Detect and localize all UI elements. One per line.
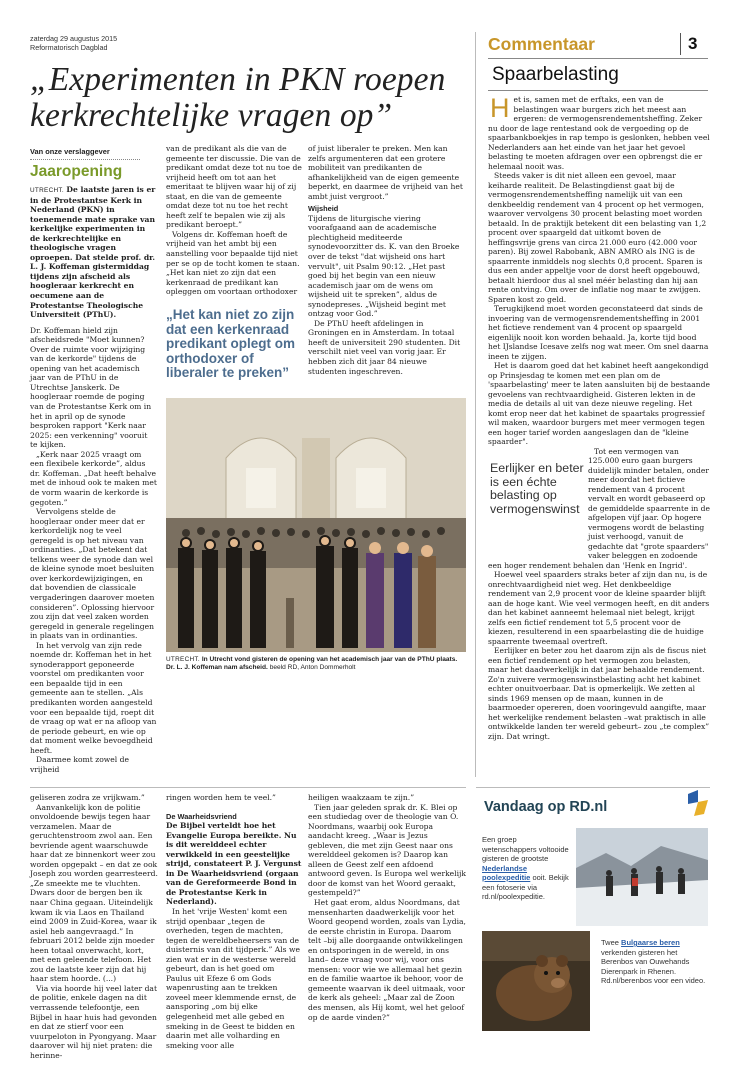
rd-logo-icon (686, 790, 708, 816)
article-paragraph: Vervolgens stelde de hoogleraar onder meer dat er kerkordelijk nog te veel geregeld is op het niveau van ordinanties. „Dat betekent dat telkens weer de synode dan wel de kleine synode moet besluiten over kerkordewijzigingen, en dat bovendien de classicale vergaderingen daarover moeten consideren”. Oplossing hiervoor zou zijn dat veel zaken worden geregeld in generale regelingen in plaats van in ordinanties. (30, 507, 155, 641)
article-paragraph: van de predikant als die van de gemeente ter discussie. Die van de predikant omdat deze tot nu toe de vrijheid heeft om tot aan het emeritaat te blijven waar hij of zij staat, en die van de gemeente omdat deze tot nu toe het recht heeft zelf te bepalen wie zij als predikant beroept.” (166, 144, 302, 230)
pull-quote: „Het kan niet zo zijn dat een kerkenraad predikant oplegt om orthodoxer of liberaler te preken” (166, 307, 296, 381)
dateline-place: UTRECHT. (30, 187, 64, 194)
lower-column-2 (166, 793, 302, 1050)
article-column-3 (308, 144, 466, 376)
church-ceremony-illustration (166, 398, 466, 652)
commentary-paragraph: Het is daarom goed dat het kabinet heeft aangekondigd op Prinsjesdag te komen met een plan om de 'spaarbelasting' meer te laten aansluiten bij de bestaande gevoelens van rechtvaardigheid. Gisteren lekten in de media de details al uit van deze nieuwe regeling. Het komt erop neer dat het kabinet de spaartaks progressief wil maken, waardoor burgers met meer vermogen tegen een hoger tarief worden aangeslagen dan de "kleine spaarder". (488, 361, 710, 446)
byline: Van onze verslaggever (30, 147, 110, 156)
article-paragraph: Daarmee komt zowel de vrijheid (30, 755, 129, 774)
lower-paragraph: In het 'vrije Westen' komt een strijd openbaar „tegen de overheden, tegen de machten, tegen de wereldbeheersers van de duisternis van dit tijdperk.” Als we zien wat er in de westerse wereld gebeurt, dan is het goed om Paulus uit Efeze 6 om Gods wapenrusting aan te trekken zoveel meer klemmende ernst, de aansporing „om bij elke gelegenheid met alle gebed en smeking in de Geest te bidden en daarin met alle volharding en smeking voor alle (166, 906, 300, 1050)
lead-text: De laatste jaren is er in de Protestantse Kerk in Nederland (PKN) in toenemende mate sprake van kerkelijke experimenten in de kerkrechtelijke en theologische vragen oproepen. Dat stelde prof. dr. L. J. Koffeman gistermiddag tijdens zijn afscheid als hoogleraar kerkrecht en oecumene aan de Protestantse Theologische Universiteit (PThU). (30, 185, 156, 320)
commentary-paragraph: Tot een vermogen van 125.000 euro gaan burgers duidelijk minder betalen, onder meer doordat het fictieve rendement van 4 procent vervalt en wordt gebaseerd op de gemiddelde spaarrente in de afgelopen vijf jaar. Op hogere vermogens wordt de belasting juist verhoogd, vanuit de gedachte dat "grote spaarders" vaker beleggen en zodoende een hoger rendement behalen dan 'Henk en Ingrid'. (488, 446, 710, 570)
headline-line-2: kerkrechtelijke vragen op” (30, 97, 393, 134)
article-lead (30, 185, 157, 320)
masthead (30, 34, 117, 52)
page-number: 3 (688, 34, 698, 53)
article-paragraph: of juist liberaler te preken. Men kan zelfs argumenteren dat een grotere mobiliteit van predikanten de afhankelijkheid van de eigen gemeente beperkt, en daarmee de vrijheid van het ambt juist vergroot.” (308, 144, 463, 201)
rd-promo-text-2-post: verkenden gisteren het Berenbos van Ouwehands Dierenpark in Rhenen. Rd.nl/berenbos voor een video. (601, 947, 706, 985)
column-divider (475, 32, 476, 777)
commentary-section-title: Commentaar (488, 34, 595, 54)
commentary-pull-quote: Eerlijker en beter is een échte belasting op vermogenswinst (490, 461, 584, 516)
commentary-paragraph: Terugkijkend moet worden geconstateerd dat sinds de invoering van de vermogensrendementsheffing in 2001 het fictieve rendement van 4 procent op spaargeld eigenlijk nooit kon worden behaald. Ja, korte tijd bood het IJslandse Icesave zelfs nog wat meer. Om snel daarna ineen te zijgen. (488, 304, 709, 361)
article-column-2 (166, 144, 302, 297)
article-paragraph: De PThU heeft afdelingen in Groningen en in Amsterdam. In totaal heeft de universiteit 290 studenten. Dit verschilt niet veel van vorig jaar. Er hebben zich dit jaar 84 nieuwe studenten ingeschreven. (308, 318, 461, 376)
poolexpeditie-link[interactable]: Nederlandse poolexpeditie (482, 863, 531, 882)
polar-expedition-illustration (576, 828, 708, 926)
commentary-headline: Spaarbelasting (492, 64, 619, 85)
lower-paragraph: ringen worden hem te veel.” (166, 793, 276, 802)
article-headline (30, 62, 462, 134)
rd-promo-box (476, 787, 710, 1063)
rd-promo-title: Vandaag op RD.nl (484, 799, 608, 815)
article-paragraph: Tijdens de liturgische viering voorafgaand aan de academische plechtigheid mediteerde synodevoorzitter ds. K. van den Broeke over de tekst "dat wijsheid ons hart vervult", uit Psalm 90:12. „Het past goed bij het begin van een nieuw academisch jaar om de wens om wijsheid uit te spreken”, aldus de synodepreses. „Wijsheid begint met ontzag voor God.” (308, 213, 460, 319)
commentary-rule (488, 58, 708, 59)
bear-illustration (482, 931, 590, 1031)
caption-text: In Utrecht vond gisteren de opening van het academisch jaar van de PThU plaats. Dr. L. J. Koffeman nam afscheid. (166, 656, 458, 672)
article-paragraph: Dr. Koffeman hield zijn afscheidsrede "Moet kunnen? Over de ruimte voor wijziging van de kerkorde" tijdens de opening van het academisch jaar van de PThU in de Utrechtse Janskerk. De hoogleraar roemde de poging van de Protestantse Kerk om in het in april op de synode besproken rapport "Kerk naar 2025: een verkenning" vooruit te kijken. (30, 325, 152, 450)
lower-paragraph: Het gaat erom, aldus Noordmans, dat mensenharten daadwerkelijk voor het Woord geopend worden, zoals van Lydia, de eerste christin in Europa. Daarom telt –bij alle doorgaande ontwikkelingen en ontsporingen in de wereld, in ons land– deze vraag voor wij, voor ons mensen: voor wie we allemaal het gezin en de familie waartoe ik behoor, voor de gemeente waarvan ik deel uitmaak, voor de kerk als geheel: „Maar zal de Zoon des mensen, als Hij komt, wel het geloof op de aarde vinden?” (308, 898, 466, 1022)
commentary-paragraph: Hoewel veel spaarders straks beter af zijn dan nu, is de onrechtvaardigheid niet weg. Het denkbeeldige rendement van 2,9 procent voor de kleine spaarder blijft aan de hoge kant. Wie veel vermogen heeft, en dit anders dan het kabinet aanneemt helemaal niet belegt, krijgt zelfs een fictief rendement tot 5,5 procent voor de kiezen, resulterend in een spaarbelasting die de huidige spaarrente tweemaal overtreft. (488, 570, 710, 646)
subheading-wijsheid: Wijsheid (308, 204, 339, 214)
lower-column-3 (308, 793, 466, 1022)
lower-paragraph: Aanvankelijk kon de politie onvoldoende bewijs tegen haar verzamelen. Maar de geruchtenstroom zwol aan. Een bevriende agent waarschuwde haar dat ze binnenkort weer zou worden opgepakt – en dat ze ook Joseph zou worden gearresteerd. „Ze smeekte me te vluchten. Dwars door de bergen ben ik naar China gegaan. Uiteindelijk kwam ik via Laos en Thailand eind 2009 in Zuid-Korea, waar ik asiel heb aangevraagd.” In februari 2012 belde zijn moeder heen totaal onverwacht, kort, met een geleende telefoon. Het zou de laatste keer zijn dat hij haar stem hoorde. (...) (30, 802, 158, 984)
commentary-paragraph: Steeds vaker is dit niet alleen een gevoel, maar keiharde realiteit. De Belastingdienst gaat bij de vermogensrendementsheffing namelijk uit van een denkbeeldig rendement van 4 procent op het vermogen, waarover vervolgens 30 procent belasting moet worden betaald. In de praktijk betekent dit een belasting van 1,2 procent over spaargeld dat uitkomt boven de heffingsvrije grens van circa 21.000 euro (42.000 voor paren). Bij zowel Rabobank, ABN AMRO als ING is de spaarrente inmiddels nog slechts 0,8 procent. Sparen is dus een ander appeltje voor de dorst heeft opgebouwd, betaalt hierdoor dus al snel méér belasting dan hij aan rente ontving. Om over de inflatie nog maar te zwijgen. Sparen kost zo geld. (488, 171, 707, 304)
rd-promo-text-1-post: ooit. Bekijk een fotoserie via rd.nl/poolexpeditie. (482, 873, 569, 901)
commentary-headline-rule (488, 90, 708, 91)
page-number-divider (680, 33, 681, 55)
commentary-body (488, 95, 710, 741)
lower-paragraph: heiligen waakzaam te zijn.” (308, 793, 415, 802)
lower-column-1 (30, 793, 160, 1060)
section-heading: Jaaropening (30, 163, 123, 180)
photo-credit: beeld RD, Anton Dommerholt (269, 664, 356, 672)
caption-place: UTRECHT. (166, 656, 200, 663)
rd-promo-text-2-pre: Twee (601, 938, 619, 947)
photo-caption (166, 656, 466, 673)
section-divider (30, 787, 466, 788)
church-ceremony-photo (166, 398, 466, 652)
masthead-paper: Reformatorisch Dagblad (30, 43, 108, 52)
bulgaarse-beren-link[interactable]: Bulgaarse beren (621, 938, 680, 947)
rd-promo-text-2 (601, 938, 709, 986)
commentary-paragraph: et is, samen met de erftaks, een van de belastingen waar burgers zich het meest aan ergeren: de vermogensrendementsheffing. Zeker nu door de lage rentestand ook de vergoeding op de spaarbankboekjes in rap tempo is geslonken, hebben veel Nederlanders aan het einde van het jaar het gevoel belasting te moeten afdragen over een opbrengst die er helemaal nooit was. (488, 95, 710, 171)
article-paragraph: „Kerk naar 2025 vraagt om een flexibele kerkorde”, aldus dr. Koffeman. „Dat heeft behalve met de inhoud ook te maken met de vorm waarin de kerkorde is gegoten.” (30, 449, 157, 507)
bear-photo (482, 931, 590, 1031)
rd-promo-text-1-pre: Een groep wetenschappers voltooide gisteren de grootste (482, 835, 569, 863)
article-paragraph: In het vervolg van zijn rede noemde dr. Koffeman het in het synoderapport geponeerde voorstel om predikanten voor een bepaalde tijd in een gemeente aan te stellen. „Als predikanten worden aangesteld voor een bepaalde tijd, roept dit de vraag op wat er na afloop van de periode gebeurt, en wie op dat moment welke bevoegdheid heeft. (30, 640, 157, 755)
drop-cap: H (490, 93, 510, 123)
subheading-waarheidsvriend: De Waarheidsvriend (166, 811, 237, 821)
rd-promo-text-1 (482, 835, 572, 902)
headline-line-1: „Experimenten in PKN roepen (30, 61, 446, 98)
lower-paragraph: Tien jaar geleden sprak dr. K. Blei op een studiedag over de theologie van O. Noordmans, waarbij ook Europa aandacht kreeg. „Waar is Jezus gebleven, die met zijn Geest naar ons werelddeel gekomen is? Daarop kan alleen de Geest zelf een afdoend antwoord geven. Is Europa wel werkelijk door de komst van het Woord geraakt, gestempeld?” (308, 802, 466, 898)
article-column-1 (30, 147, 157, 774)
masthead-date: zaterdag 29 augustus 2015 (30, 34, 118, 43)
article-paragraph: Volgens dr. Koffeman hoeft de vrijheid van het ambt bij een aanstelling voor bepaalde tijd niet per se op de tocht komen te staan. „Het kan niet zo zijn dat een kerkenraad de predikant kan opleggen om voortaan orthodoxer (166, 229, 300, 297)
commentary-paragraph: Eerlijker en beter zou het daarom zijn als de fiscus niet een fictief rendement op het vermogen zou belasten, maar het daadwerkelijk in dat jaar behaalde rendement. Zo'n zuivere vermogenswinstbelasting acht het kabinet echter onuitvoerbaar. Dat is opmerkelijk. We zetten al sinds 1969 mensen op de maan, kunnen in de baarmoeder opereren, doen vooringevuld aangifte, maar het werkelijke rendement belasten –wat praktisch in alle ontwikkelde landen ter wereld gebeurt– zou „te complex” zijn. Dat wringt. (488, 646, 710, 741)
byline-rule (30, 159, 140, 160)
lower-paragraph: Via via hoorde hij veel later dat de politie, enkele dagen na dit verrassende telefoontje, een Bijbel in haar huis had gevonden en dat ze stierf voor een vuurpeloton in Pyongyang. Maar daarover wil hij niet praten: die herinne- (30, 983, 158, 1060)
lower-paragraph: geliseren zodra ze vrijkwam.” (30, 793, 145, 802)
lower-lead: De Bijbel verteldt hoe het Evangelie Europa bereikte. Nu is dit werelddeel echter verwikkeld in een geestelijke strijd, constateert P. J. Vergunst in De Waarheidsvriend (orgaan van de Gereformeerde Bond in de Protestantse Kerk in Nederland). (166, 821, 302, 907)
polar-expedition-photo (576, 828, 708, 926)
